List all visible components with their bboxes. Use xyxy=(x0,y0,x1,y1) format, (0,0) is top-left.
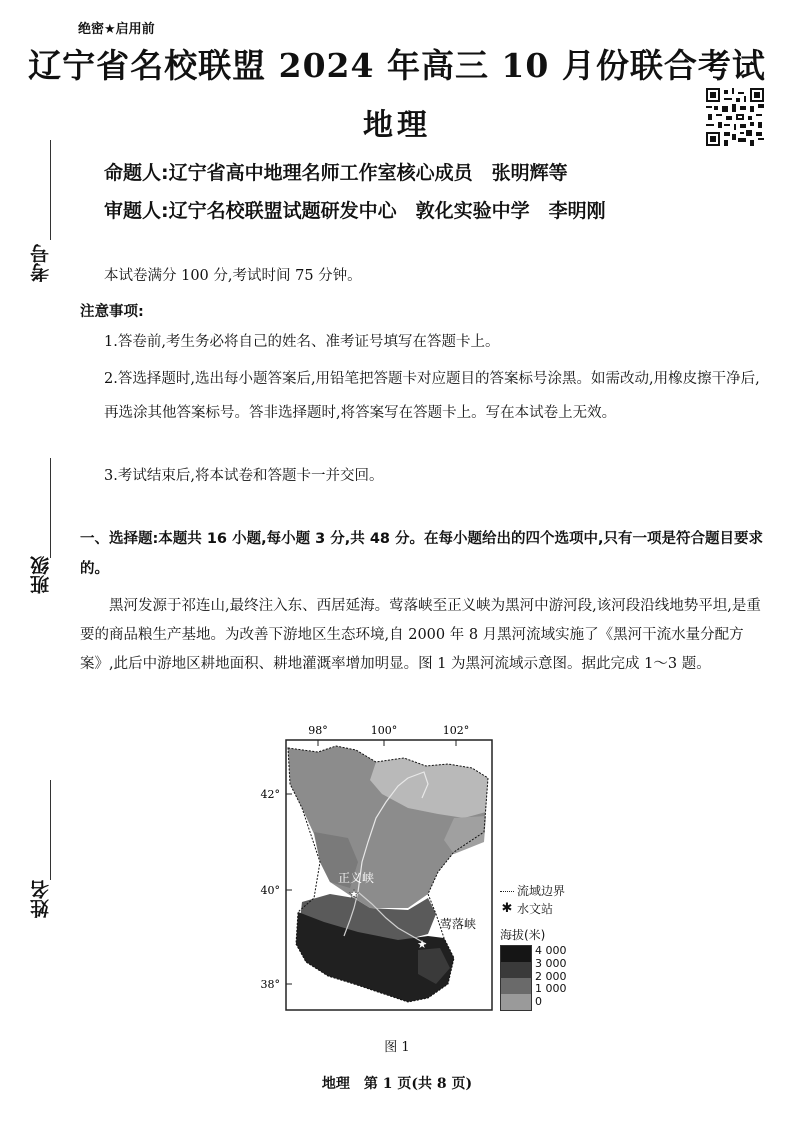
boundary-line-icon xyxy=(500,891,514,892)
lon-label-98: 98° xyxy=(308,724,328,737)
elev-label-2000: 2 000 xyxy=(535,969,567,983)
station-zhengyi-icon: ★ xyxy=(348,887,360,901)
legend-station xyxy=(500,900,610,918)
reviewer-name: 辽宁名校联盟试题研发中心 敦化实验中学 李明刚 xyxy=(168,200,606,222)
station-yingluo-label: 莺落峡 xyxy=(439,917,477,931)
reviewer-label: 审题人: xyxy=(104,200,169,222)
station-yingluo-icon: ★ xyxy=(417,938,427,951)
notice-item-2 xyxy=(104,362,766,430)
station-zhengyi-label: 正义峡 xyxy=(337,871,375,885)
elevation-title: 海拔(米) xyxy=(500,928,546,942)
legend-station-label: 水文站 xyxy=(517,902,554,916)
legend-boundary-label: 流域边界 xyxy=(517,884,566,898)
elevation-scale xyxy=(500,945,610,1011)
elev-swatch-4000 xyxy=(501,946,531,962)
notice-item-1: 1.答卷前,考生务必将自己的姓名、准考证号填写在答题卡上。 xyxy=(104,334,500,350)
notice-title: 注意事项: xyxy=(80,304,144,320)
qr-code-icon xyxy=(706,88,764,146)
question-passage: 黑河发源于祁连山,最终注入东、西居延海。莺落峡至正义峡为黑河中游河段,该河段沿线地势平坦,是重要的商品粮生产基地。为改善下游地区生态环境,自 2000 年 8 月黑河流域实施了《黑河干流水量分配方案》,此后中游地区耕地面积、耕地灌溉率增加明显。图 1 为黑河流域示意图。据此完成 1～3 题。 xyxy=(80,598,761,672)
elev-label-1000: 1 000 xyxy=(535,982,567,996)
lat-label-38: 38° xyxy=(260,978,280,991)
subject-title: 地理 xyxy=(363,108,431,143)
elevation-color-bar xyxy=(500,945,532,1011)
elev-label-0: 0 xyxy=(535,995,542,1009)
exam-intro: 本试卷满分 100 分,考试时间 75 分钟。 xyxy=(104,268,362,284)
name-fill-line xyxy=(50,780,51,880)
map-legend xyxy=(500,882,610,1011)
notice-item-3: 3.考试结束后,将本试卷和答题卡一并交回。 xyxy=(104,468,384,484)
elev-label-4000: 4 000 xyxy=(535,944,567,957)
figure-caption: 图 1 xyxy=(384,1040,410,1055)
lat-label-42: 42° xyxy=(260,788,280,801)
elev-label-3000: 3 000 xyxy=(535,956,567,970)
setter-label: 命题人: xyxy=(104,162,169,184)
exam-no-fill-line xyxy=(50,140,51,240)
hydro-station-icon: ✱ xyxy=(501,901,513,916)
notice-item-2-text: 2.答选择题时,选出每小题答案后,用铅笔把答题卡对应题目的答案标号涂黑。如需改动,用橡皮擦干净后,再选涂其他答案标号。答非选择题时,将答案写在答题卡上。写在本试卷上无效。 xyxy=(104,371,760,421)
class-fill-line xyxy=(50,458,51,558)
class-label: 班级 xyxy=(30,556,52,594)
setter-line xyxy=(104,158,568,185)
setter-name: 辽宁省高中地理名师工作室核心成员 张明辉等 xyxy=(168,162,568,184)
elev-swatch-2000 xyxy=(501,978,531,994)
exam-no-label: 考号 xyxy=(30,244,52,282)
lat-label-40: 40° xyxy=(260,884,280,897)
lon-label-102: 102° xyxy=(442,724,470,737)
page-footer: 地理 第 1 页(共 8 页) xyxy=(321,1076,473,1092)
name-label: 姓名 xyxy=(30,880,52,918)
elev-swatch-1000 xyxy=(501,994,531,1010)
reviewer-line xyxy=(104,196,606,223)
legend-boundary xyxy=(500,882,610,900)
lon-label-100: 100° xyxy=(370,724,398,737)
section-heading: 一、选择题:本题共 16 小题,每小题 3 分,共 48 分。在每小题给出的四个选项中,只有一项是符合题目要求的。 xyxy=(80,531,764,577)
secret-mark: 绝密★启用前 xyxy=(78,22,155,37)
elevation-labels xyxy=(535,945,567,1011)
exam-title: 辽宁省名校联盟 2024 年高三 10 月份联合考试 xyxy=(28,46,766,85)
elev-swatch-3000 xyxy=(501,962,531,978)
